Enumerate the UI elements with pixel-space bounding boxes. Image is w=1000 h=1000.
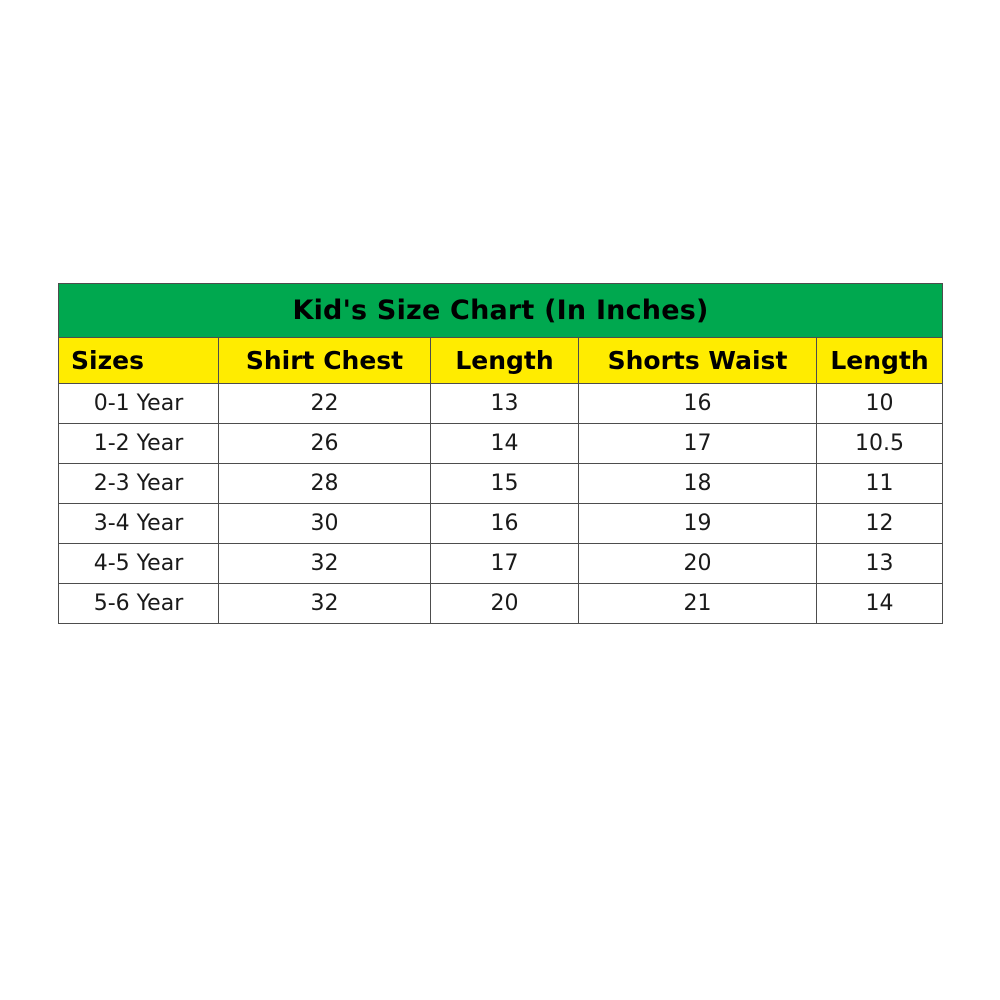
- table-row: [59, 464, 943, 504]
- table-row: [59, 424, 943, 464]
- cell-shirt-chest: 30: [219, 504, 431, 544]
- cell-size: 0-1 Year: [59, 384, 219, 424]
- table-row: [59, 544, 943, 584]
- cell-size: 5-6 Year: [59, 584, 219, 624]
- cell-shorts-waist: 16: [579, 384, 817, 424]
- cell-shirt-chest: 28: [219, 464, 431, 504]
- table-header-row: [59, 338, 943, 384]
- size-chart-container: [58, 283, 942, 624]
- cell-shirt-length: 20: [431, 584, 579, 624]
- cell-shirt-length: 13: [431, 384, 579, 424]
- cell-shirt-length: 15: [431, 464, 579, 504]
- column-header-shorts-length: Length: [817, 338, 943, 384]
- cell-shirt-length: 14: [431, 424, 579, 464]
- column-header-sizes: Sizes: [59, 338, 219, 384]
- cell-shorts-length: 11: [817, 464, 943, 504]
- cell-shirt-chest: 22: [219, 384, 431, 424]
- cell-shirt-chest: 32: [219, 544, 431, 584]
- cell-size: 1-2 Year: [59, 424, 219, 464]
- chart-title: Kid's Size Chart (In Inches): [59, 284, 943, 338]
- cell-shorts-waist: 18: [579, 464, 817, 504]
- cell-shorts-length: 13: [817, 544, 943, 584]
- table-row: [59, 384, 943, 424]
- cell-shorts-waist: 17: [579, 424, 817, 464]
- cell-shirt-length: 17: [431, 544, 579, 584]
- cell-shorts-waist: 20: [579, 544, 817, 584]
- cell-size: 3-4 Year: [59, 504, 219, 544]
- table-row: [59, 504, 943, 544]
- column-header-shirt-length: Length: [431, 338, 579, 384]
- cell-shorts-length: 10: [817, 384, 943, 424]
- cell-shorts-length: 12: [817, 504, 943, 544]
- cell-shirt-chest: 32: [219, 584, 431, 624]
- cell-shorts-waist: 19: [579, 504, 817, 544]
- cell-size: 2-3 Year: [59, 464, 219, 504]
- table-title-row: [59, 284, 943, 338]
- cell-shirt-chest: 26: [219, 424, 431, 464]
- cell-shirt-length: 16: [431, 504, 579, 544]
- cell-shorts-length: 10.5: [817, 424, 943, 464]
- column-header-shirt-chest: Shirt Chest: [219, 338, 431, 384]
- cell-shorts-waist: 21: [579, 584, 817, 624]
- cell-size: 4-5 Year: [59, 544, 219, 584]
- table-row: [59, 584, 943, 624]
- size-chart-table: [58, 283, 943, 624]
- column-header-shorts-waist: Shorts Waist: [579, 338, 817, 384]
- cell-shorts-length: 14: [817, 584, 943, 624]
